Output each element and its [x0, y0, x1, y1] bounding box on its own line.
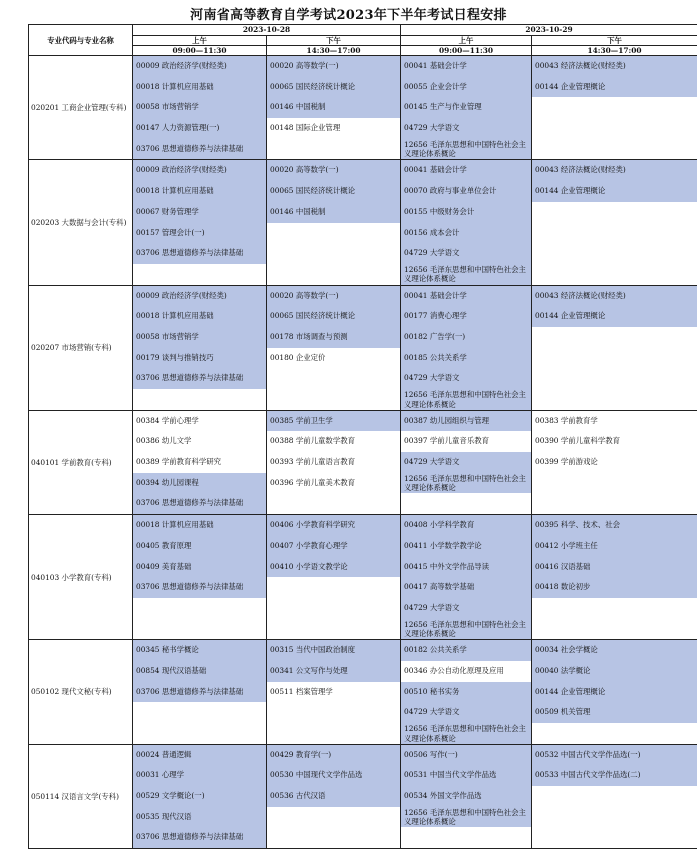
- course-entry: 00070 政府与事业单位会计: [401, 181, 531, 202]
- exam-slot-cell: [133, 515, 267, 640]
- page-title: 河南省高等教育自学考试2023年下半年考试日程安排: [0, 4, 697, 23]
- major-name: 040103 小学教育(专科): [29, 515, 133, 640]
- course-entry: 04729 大学语文: [401, 702, 531, 723]
- exam-schedule-table: [28, 24, 697, 849]
- course-entry: 00146 中国税制: [267, 97, 400, 118]
- course-entry: 00058 市场营销学: [133, 97, 266, 118]
- major-name: 050102 现代文秘(专科): [29, 640, 133, 744]
- course-entry: 00018 计算机应用基础: [133, 515, 266, 536]
- course-entry: 00535 现代汉语: [133, 807, 266, 828]
- exam-slot-cell: [133, 56, 267, 160]
- course-entry: 00396 学前儿童美术教育: [267, 473, 400, 494]
- course-entry: 00024 普通逻辑: [133, 745, 266, 766]
- course-entry: 00509 机关管理: [532, 702, 697, 723]
- exam-slot-cell: [267, 640, 401, 744]
- major-name: 040101 学前教育(专科): [29, 410, 133, 514]
- course-entry: 00031 心理学: [133, 765, 266, 786]
- course-entry: 00412 小学班主任: [532, 536, 697, 557]
- course-entry: 03706 思想道德修养与法律基础: [133, 827, 266, 848]
- exam-slot-cell: [401, 56, 532, 160]
- course-entry: 00178 市场调查与预测: [267, 327, 400, 348]
- course-entry: 00511 档案管理学: [267, 682, 400, 703]
- course-entry: 00067 财务管理学: [133, 202, 266, 223]
- course-entry: 00418 数论初步: [532, 577, 697, 598]
- exam-slot-cell: [267, 515, 401, 640]
- course-entry: 00394 幼儿园课程: [133, 473, 266, 494]
- course-entry: 12656 毛泽东思想和中国特色社会主义理论体系概论: [401, 473, 531, 494]
- course-entry: 12656 毛泽东思想和中国特色社会主义理论体系概论: [401, 723, 531, 744]
- course-entry: 00041 基础会计学: [401, 286, 531, 307]
- course-entry: 00415 中外文学作品导读: [401, 557, 531, 578]
- date-header-2: 2023-10-29: [401, 25, 697, 36]
- exam-slot-cell: [267, 410, 401, 514]
- table-row: [29, 410, 697, 514]
- course-entry: 00387 幼儿园组织与管理: [401, 411, 531, 432]
- course-entry: 00185 公共关系学: [401, 348, 531, 369]
- exam-slot-cell: [532, 515, 697, 640]
- course-entry: 00043 经济法概论(财经类): [532, 56, 697, 77]
- course-entry: 00148 国际企业管理: [267, 118, 400, 139]
- course-entry: 00065 国民经济统计概论: [267, 77, 400, 98]
- course-entry: 00385 学前卫生学: [267, 411, 400, 432]
- major-name: 020201 工商企业管理(专科): [29, 56, 133, 160]
- course-entry: 00383 学前教育学: [532, 411, 697, 432]
- time-header-pm-2: 14:30—17:00: [532, 46, 697, 56]
- course-entry: 00180 企业定价: [267, 348, 400, 369]
- major-name: 050114 汉语言文学(专科): [29, 744, 133, 848]
- exam-slot-cell: [532, 410, 697, 514]
- time-header-am-1: 09:00—11:30: [133, 46, 267, 56]
- course-entry: 00020 高等数学(一): [267, 286, 400, 307]
- course-entry: 00179 谈判与推销技巧: [133, 348, 266, 369]
- course-entry: 00536 古代汉语: [267, 786, 400, 807]
- exam-slot-cell: [133, 744, 267, 848]
- course-entry: 00018 计算机应用基础: [133, 181, 266, 202]
- course-entry: 04729 大学语文: [401, 243, 531, 264]
- course-entry: 00144 企业管理概论: [532, 77, 697, 98]
- course-entry: 00408 小学科学教育: [401, 515, 531, 536]
- course-entry: 00146 中国税制: [267, 202, 400, 223]
- course-entry: 00393 学前儿童语言教育: [267, 452, 400, 473]
- major-column-header: 专业代码与专业名称: [29, 25, 133, 56]
- exam-slot-cell: [267, 160, 401, 285]
- course-entry: 04729 大学语文: [401, 118, 531, 139]
- course-entry: 00020 高等数学(一): [267, 160, 400, 181]
- exam-slot-cell: [267, 744, 401, 848]
- course-entry: 03706 思想道德修养与法律基础: [133, 577, 266, 598]
- course-entry: 00399 学前游戏论: [532, 452, 697, 473]
- course-entry: 00018 计算机应用基础: [133, 306, 266, 327]
- course-entry: 00405 教育原理: [133, 536, 266, 557]
- course-entry: 00144 企业管理概论: [532, 181, 697, 202]
- half-header-am-1: 上午: [133, 36, 267, 46]
- course-entry: 12656 毛泽东思想和中国特色社会主义理论体系概论: [401, 619, 531, 640]
- course-entry: 00854 现代汉语基础: [133, 661, 266, 682]
- course-entry: 00177 消费心理学: [401, 306, 531, 327]
- course-entry: 12656 毛泽东思想和中国特色社会主义理论体系概论: [401, 389, 531, 410]
- course-entry: 00416 汉语基础: [532, 557, 697, 578]
- course-entry: 00145 生产与作业管理: [401, 97, 531, 118]
- course-entry: 00410 小学语文教学论: [267, 557, 400, 578]
- course-entry: 00510 秘书实务: [401, 682, 531, 703]
- course-entry: 00411 小学数学教学论: [401, 536, 531, 557]
- course-entry: 03706 思想道德修养与法律基础: [133, 139, 266, 160]
- exam-slot-cell: [133, 640, 267, 744]
- course-entry: 00065 国民经济统计概论: [267, 181, 400, 202]
- course-entry: 03706 思想道德修养与法律基础: [133, 368, 266, 389]
- course-entry: 00055 企业会计学: [401, 77, 531, 98]
- course-entry: 00530 中国现代文学作品选: [267, 765, 400, 786]
- exam-slot-cell: [133, 410, 267, 514]
- course-entry: 00040 法学概论: [532, 661, 697, 682]
- course-entry: 00018 计算机应用基础: [133, 77, 266, 98]
- course-entry: 00346 办公自动化原理及应用: [401, 661, 531, 682]
- course-entry: 00041 基础会计学: [401, 160, 531, 181]
- course-entry: 00182 广告学(一): [401, 327, 531, 348]
- course-entry: 00144 企业管理概论: [532, 306, 697, 327]
- course-entry: 12656 毛泽东思想和中国特色社会主义理论体系概论: [401, 139, 531, 160]
- half-header-pm-1: 下午: [267, 36, 401, 46]
- course-entry: 00395 科学、技术、社会: [532, 515, 697, 536]
- course-entry: 00407 小学教育心理学: [267, 536, 400, 557]
- course-entry: 12656 毛泽东思想和中国特色社会主义理论体系概论: [401, 807, 531, 828]
- major-name: 020207 市场营销(专科): [29, 285, 133, 410]
- exam-slot-cell: [267, 285, 401, 410]
- exam-slot-cell: [401, 285, 532, 410]
- course-entry: 00009 政治经济学(财经类): [133, 286, 266, 307]
- exam-slot-cell: [401, 515, 532, 640]
- course-entry: 00065 国民经济统计概论: [267, 306, 400, 327]
- course-entry: 00534 外国文学作品选: [401, 786, 531, 807]
- course-entry: 00417 高等数学基础: [401, 577, 531, 598]
- course-entry: 00406 小学教育科学研究: [267, 515, 400, 536]
- exam-slot-cell: [401, 640, 532, 744]
- course-entry: 00155 中级财务会计: [401, 202, 531, 223]
- exam-slot-cell: [532, 744, 697, 848]
- course-entry: 04729 大学语文: [401, 368, 531, 389]
- course-entry: 04729 大学语文: [401, 452, 531, 473]
- table-row: [29, 744, 697, 848]
- exam-slot-cell: [532, 640, 697, 744]
- course-entry: 00384 学前心理学: [133, 411, 266, 432]
- exam-slot-cell: [401, 744, 532, 848]
- course-entry: 00345 秘书学概论: [133, 640, 266, 661]
- course-entry: 00009 政治经济学(财经类): [133, 56, 266, 77]
- course-entry: 00388 学前儿童数学教育: [267, 431, 400, 452]
- course-entry: 03706 思想道德修养与法律基础: [133, 493, 266, 514]
- course-entry: 00156 成本会计: [401, 223, 531, 244]
- course-entry: 00389 学前教育科学研究: [133, 452, 266, 473]
- exam-slot-cell: [532, 160, 697, 285]
- half-header-pm-2: 下午: [532, 36, 697, 46]
- course-entry: 00043 经济法概论(财经类): [532, 286, 697, 307]
- course-entry: 03706 思想道德修养与法律基础: [133, 243, 266, 264]
- course-entry: 04729 大学语文: [401, 598, 531, 619]
- exam-slot-cell: [267, 56, 401, 160]
- course-entry: 00531 中国当代文学作品选: [401, 765, 531, 786]
- major-name: 020203 大数据与会计(专科): [29, 160, 133, 285]
- exam-slot-cell: [532, 56, 697, 160]
- half-header-am-2: 上午: [401, 36, 532, 46]
- exam-slot-cell: [133, 160, 267, 285]
- schedule-body: [29, 56, 697, 849]
- course-entry: 12656 毛泽东思想和中国特色社会主义理论体系概论: [401, 264, 531, 285]
- course-entry: 00041 基础会计学: [401, 56, 531, 77]
- course-entry: 00034 社会学概论: [532, 640, 697, 661]
- course-entry: 00144 企业管理概论: [532, 682, 697, 703]
- course-entry: 00315 当代中国政治制度: [267, 640, 400, 661]
- course-entry: 00409 美育基础: [133, 557, 266, 578]
- course-entry: 00157 管理会计(一): [133, 223, 266, 244]
- date-header-1: 2023-10-28: [133, 25, 401, 36]
- course-entry: 00147 人力资源管理(一): [133, 118, 266, 139]
- time-header-am-2: 09:00—11:30: [401, 46, 532, 56]
- course-entry: 00533 中国古代文学作品选(二): [532, 765, 697, 786]
- course-entry: 00341 公文写作与处理: [267, 661, 400, 682]
- course-entry: 00058 市场营销学: [133, 327, 266, 348]
- table-row: [29, 160, 697, 285]
- course-entry: 00506 写作(一): [401, 745, 531, 766]
- course-entry: 00532 中国古代文学作品选(一): [532, 745, 697, 766]
- exam-slot-cell: [133, 285, 267, 410]
- table-row: [29, 285, 697, 410]
- course-entry: 00009 政治经济学(财经类): [133, 160, 266, 181]
- exam-slot-cell: [532, 285, 697, 410]
- exam-slot-cell: [401, 160, 532, 285]
- course-entry: 00020 高等数学(一): [267, 56, 400, 77]
- table-row: [29, 515, 697, 640]
- table-row: [29, 640, 697, 744]
- course-entry: 00182 公共关系学: [401, 640, 531, 661]
- course-entry: 00390 学前儿童科学教育: [532, 431, 697, 452]
- course-entry: 00529 文学概论(一): [133, 786, 266, 807]
- table-row: [29, 56, 697, 160]
- exam-slot-cell: [401, 410, 532, 514]
- course-entry: 03706 思想道德修养与法律基础: [133, 682, 266, 703]
- course-entry: 00386 幼儿文学: [133, 431, 266, 452]
- time-header-pm-1: 14:30—17:00: [267, 46, 401, 56]
- course-entry: 00429 教育学(一): [267, 745, 400, 766]
- course-entry: 00397 学前儿童音乐教育: [401, 431, 531, 452]
- course-entry: 00043 经济法概论(财经类): [532, 160, 697, 181]
